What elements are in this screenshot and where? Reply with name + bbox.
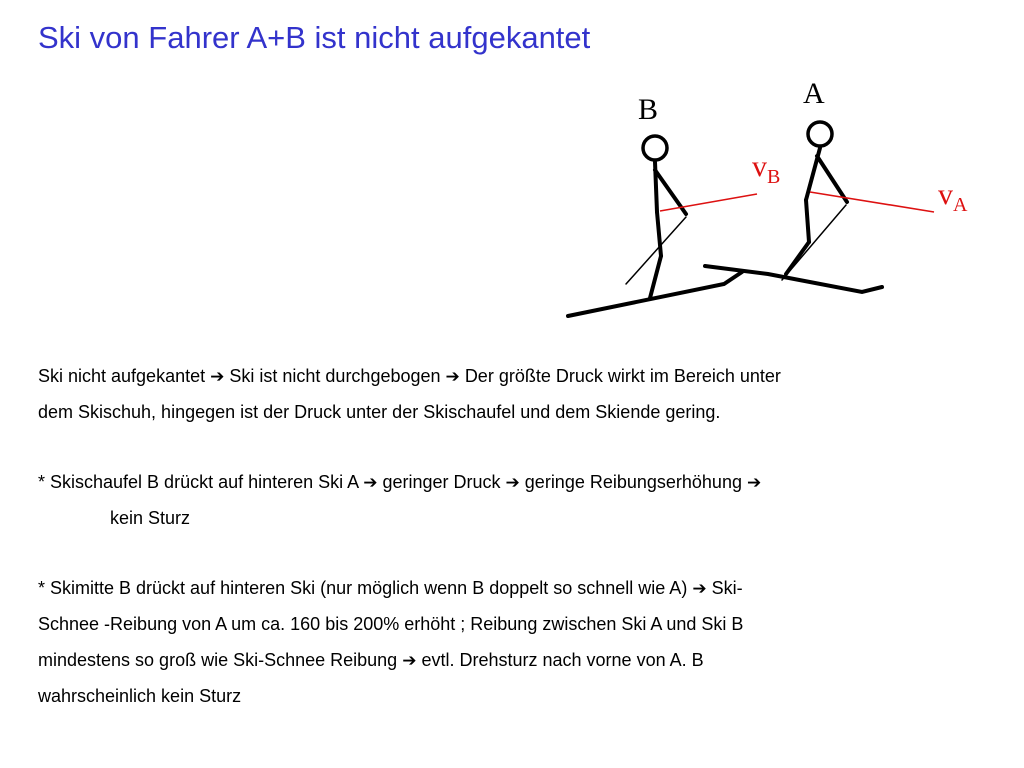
arrow-icon: ➔ xyxy=(746,473,762,493)
paragraph-3-line-1 xyxy=(38,570,743,607)
p1-segment-2: Ski ist nicht durchgebogen xyxy=(229,366,441,386)
skier-diagram xyxy=(0,0,1024,340)
velocity-b-letter: v xyxy=(752,150,767,183)
p2-segment-3: geringe Reibungserhöhung xyxy=(524,472,742,492)
p2-segment-1: * Skischaufel B drückt auf hinteren Ski A xyxy=(38,472,359,492)
velocity-b-subscript: B xyxy=(767,166,781,188)
arrow-icon: ➔ xyxy=(402,651,417,671)
slide-title: Ski von Fahrer A+B ist nicht aufgekantet xyxy=(38,20,591,55)
paragraph-1-line-1 xyxy=(38,358,781,395)
label-velocity-a xyxy=(938,178,968,216)
skier-b-head xyxy=(643,136,667,160)
p3-segment-3b: evtl. Drehsturz nach vorne von A. B xyxy=(421,650,704,670)
skier-b-shin xyxy=(650,256,661,298)
p2-segment-2: geringer Druck xyxy=(382,472,501,492)
paragraph-3-line-3 xyxy=(38,642,704,679)
skier-a-shin xyxy=(786,242,809,274)
skier-a-pole xyxy=(782,205,846,280)
skier-a xyxy=(705,122,882,292)
label-velocity-b xyxy=(752,150,780,188)
paragraph-2-line-1 xyxy=(38,464,761,501)
arrow-icon: ➔ xyxy=(210,367,225,387)
velocity-a-letter: v xyxy=(938,178,953,211)
arrow-icon: ➔ xyxy=(505,473,520,493)
p3-segment-1: * Skimitte B drückt auf hinteren Ski (nur möglich wenn B doppelt so schnell wie A) xyxy=(38,578,688,598)
velocity-vector-a xyxy=(810,192,934,212)
label-b: B xyxy=(638,93,659,126)
velocity-a-subscript: A xyxy=(953,194,968,216)
skier-b xyxy=(568,136,742,316)
paragraph-3-line-4: wahrscheinlich kein Sturz xyxy=(38,686,242,706)
p1-segment-3: Der größte Druck wirkt im Bereich unter xyxy=(464,366,781,386)
paragraph-3-line-2: Schnee -Reibung von A um ca. 160 bis 200% erhöht ; Reibung zwischen Ski A und Ski B xyxy=(38,614,744,634)
arrow-icon: ➔ xyxy=(445,367,460,387)
paragraph-1-line-2: dem Skischuh, hingegen ist der Druck unter der Skischaufel und dem Skiende gering. xyxy=(38,402,721,422)
arrow-icon: ➔ xyxy=(363,473,378,493)
paragraph-2-line-2: kein Sturz xyxy=(110,508,191,528)
p3-segment-2: Ski- xyxy=(711,578,743,598)
skier-a-thigh xyxy=(806,200,809,242)
arrow-icon: ➔ xyxy=(692,579,707,599)
p3-segment-3a: mindestens so groß wie Ski-Schnee Reibung xyxy=(38,650,398,670)
p1-segment-1: Ski nicht aufgekantet xyxy=(38,366,206,386)
skier-a-head xyxy=(808,122,832,146)
label-a: A xyxy=(803,77,825,110)
